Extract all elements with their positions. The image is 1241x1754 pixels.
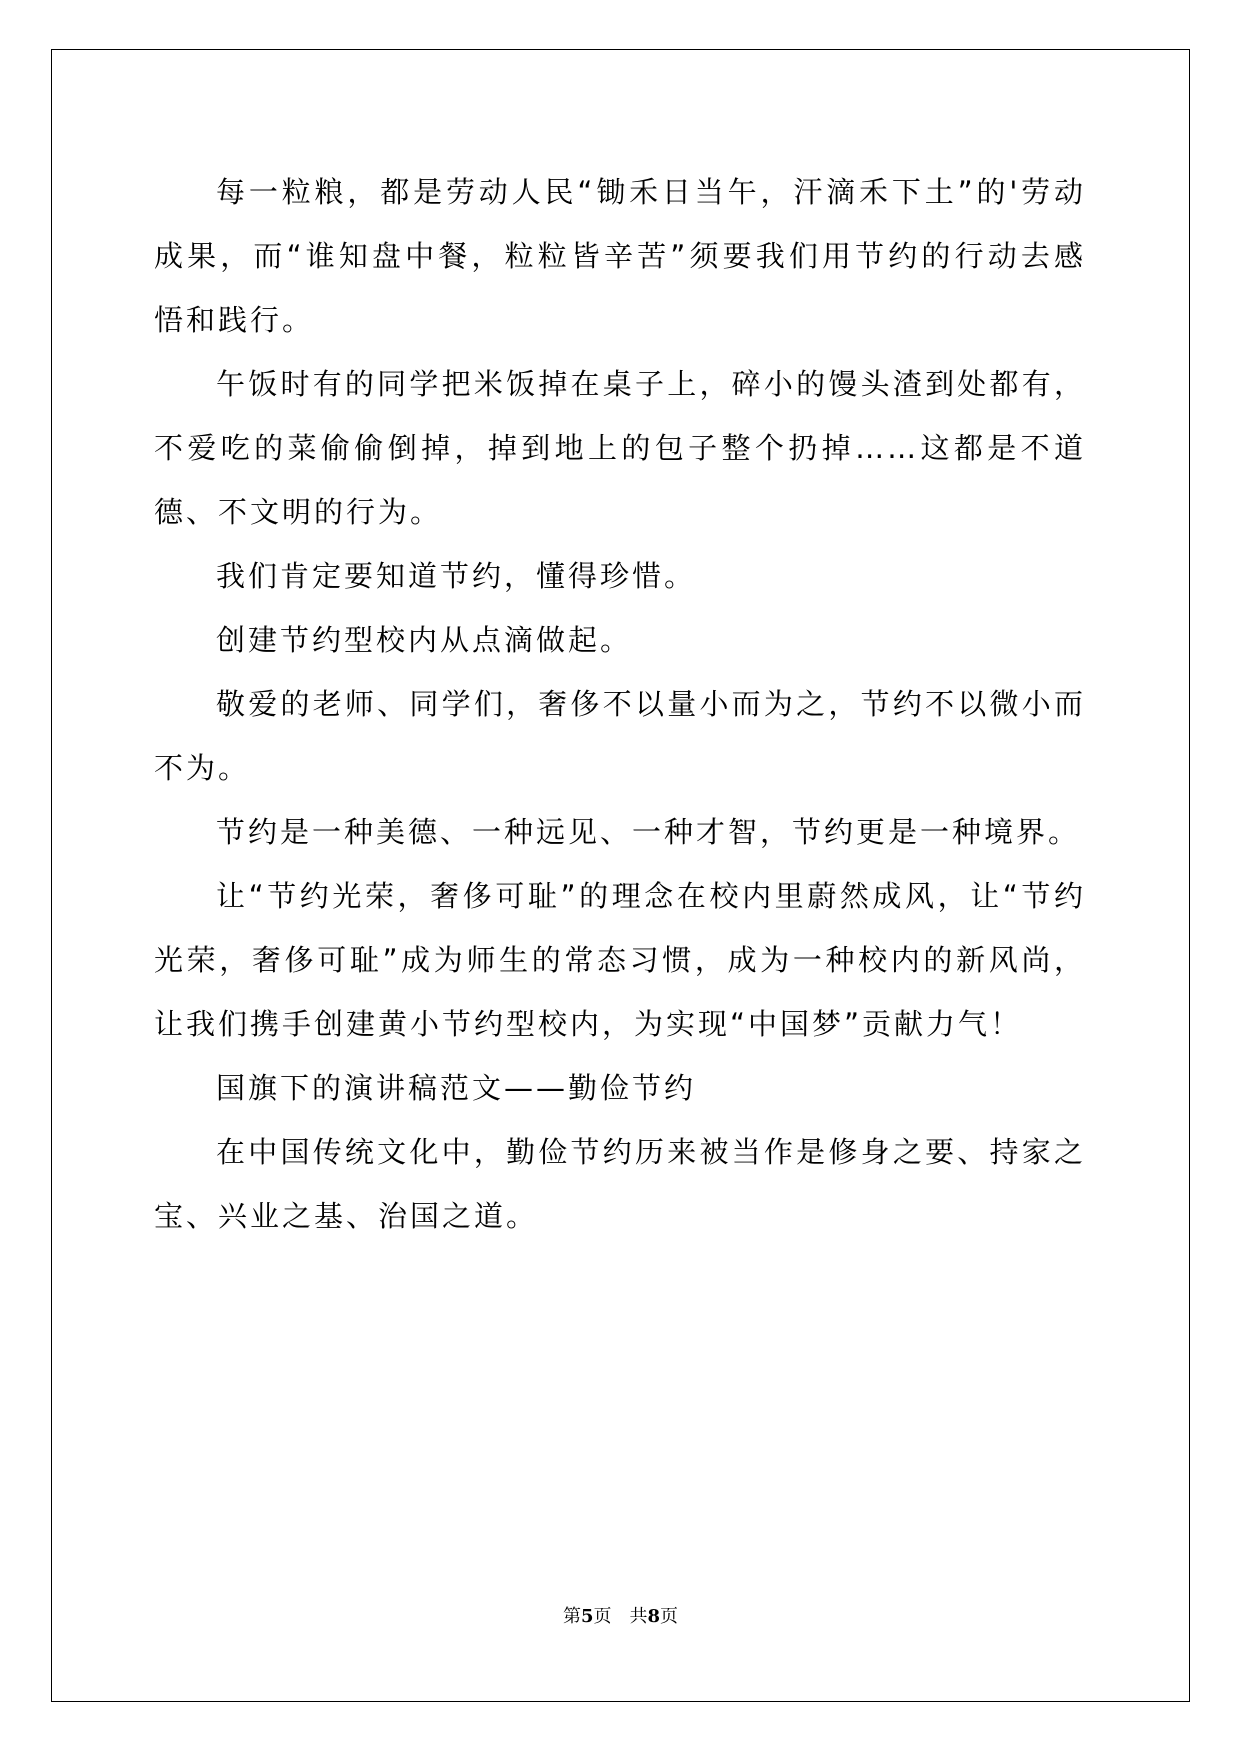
total-pages-suffix: 页 bbox=[660, 1606, 679, 1627]
paragraph: 午饭时有的同学把米饭掉在桌子上，碎小的馒头渣到处都有，不爱吃的菜偷偷倒掉，掉到地上的包子整个扔掉……这都是不道德、不文明的行为。 bbox=[154, 367, 1086, 529]
page-number-suffix: 页 bbox=[593, 1606, 612, 1627]
section-heading: 国旗下的演讲稿范文——勤俭节约 bbox=[216, 1071, 697, 1105]
paragraph: 节约是一种美德、一种远见、一种才智，节约更是一种境界。 bbox=[216, 815, 1081, 849]
paragraph: 创建节约型校内从点滴做起。 bbox=[216, 623, 633, 657]
paragraph: 在中国传统文化中，勤俭节约历来被当作是修身之要、持家之宝、兴业之基、治国之道。 bbox=[154, 1135, 1086, 1233]
paragraph: 我们肯定要知道节约，懂得珍惜。 bbox=[216, 559, 697, 593]
paragraph: 敬爱的老师、同学们，奢侈不以量小而为之，节约不以微小而不为。 bbox=[154, 687, 1086, 785]
total-pages-prefix: 共 bbox=[629, 1606, 648, 1627]
page-number-prefix: 第 bbox=[562, 1606, 581, 1627]
current-page-number: 5 bbox=[580, 1606, 594, 1627]
total-pages-number: 8 bbox=[647, 1606, 661, 1627]
paragraph: 每一粒粮，都是劳动人民“锄禾日当午，汗滴禾下土”的'劳动成果，而“谁知盘中餐，粒粒皆辛苦”须要我们用节约的行动去感悟和践行。 bbox=[154, 175, 1086, 337]
paragraph: 让“节约光荣，奢侈可耻”的理念在校内里蔚然成风，让“节约光荣，奢侈可耻”成为师生的常态习惯，成为一种校内的新风尚，让我们携手创建黄小节约型校内，为实现“中国梦”贡献力气！ bbox=[154, 879, 1086, 1041]
page-footer bbox=[0, 1605, 1241, 1629]
document-body bbox=[154, 160, 1086, 1248]
